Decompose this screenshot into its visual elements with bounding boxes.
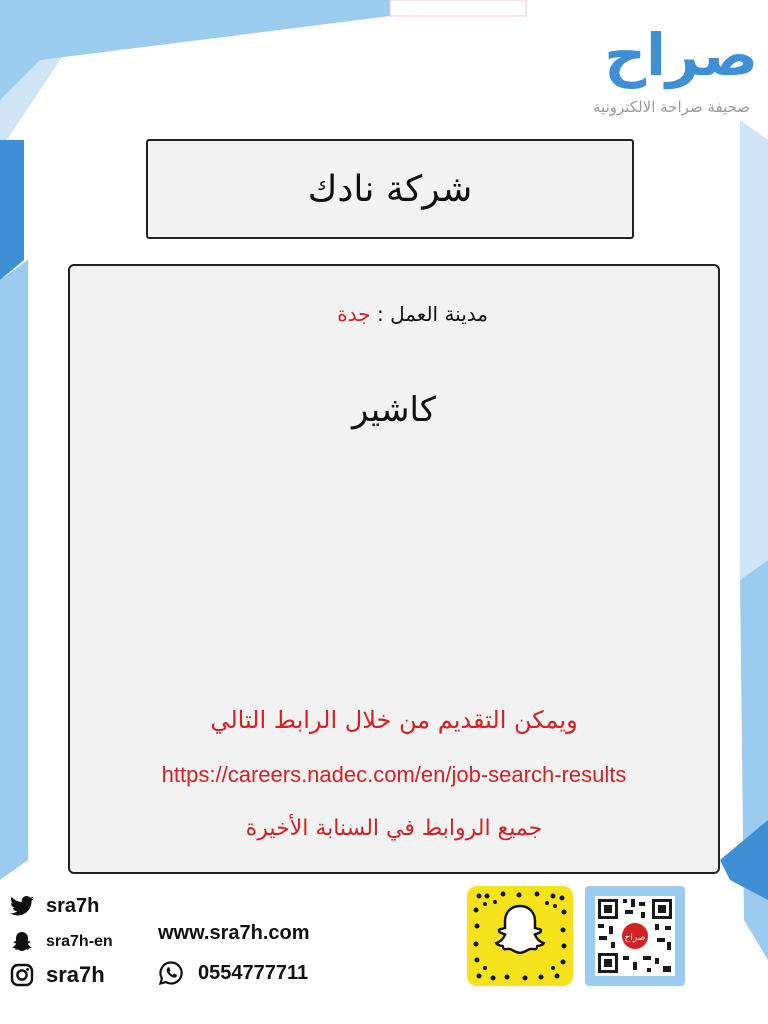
- website-link[interactable]: [158, 922, 310, 945]
- website-text: www.sra7h.com: [158, 922, 310, 944]
- snapchat-handle[interactable]: [10, 930, 113, 954]
- job-details-box: [68, 264, 720, 874]
- whatsapp-icon: [158, 960, 184, 986]
- city-label: مدينة العمل :: [370, 302, 488, 326]
- logo-tagline: صحيفة صراحة الالكترونية: [593, 98, 750, 116]
- twitter-handle-text: sra7h: [46, 894, 100, 917]
- links-note: جميع الروابط في السنابة الأخيرة: [245, 816, 543, 841]
- whatsapp-text: 0554777711: [198, 961, 309, 984]
- twitter-icon: [10, 894, 34, 918]
- company-name: شركة نادك: [307, 168, 473, 210]
- city-value: جدة: [337, 302, 371, 326]
- snapchat-handle-text: sra7h-en: [46, 933, 113, 950]
- brand-logo: [568, 20, 758, 120]
- apply-link[interactable]: https://careers.nadec.com/en/job-search-results: [161, 762, 627, 787]
- twitter-handle[interactable]: [10, 894, 99, 918]
- apply-text: ويمكن التقديم من خلال الرابط التالي: [210, 706, 578, 734]
- qr-code: [585, 886, 685, 986]
- company-name-box: [146, 139, 634, 239]
- logo-text: صراح: [604, 21, 758, 89]
- whatsapp-number[interactable]: [158, 960, 308, 986]
- work-city: [337, 302, 488, 326]
- instagram-handle[interactable]: [10, 962, 105, 988]
- snapchat-icon: [10, 930, 34, 954]
- instagram-icon: [10, 963, 34, 987]
- instagram-handle-text: sra7h: [46, 962, 105, 987]
- job-title: كاشير: [351, 390, 437, 430]
- snapcode: [467, 886, 573, 986]
- qr-logo-text: صراح: [624, 933, 646, 943]
